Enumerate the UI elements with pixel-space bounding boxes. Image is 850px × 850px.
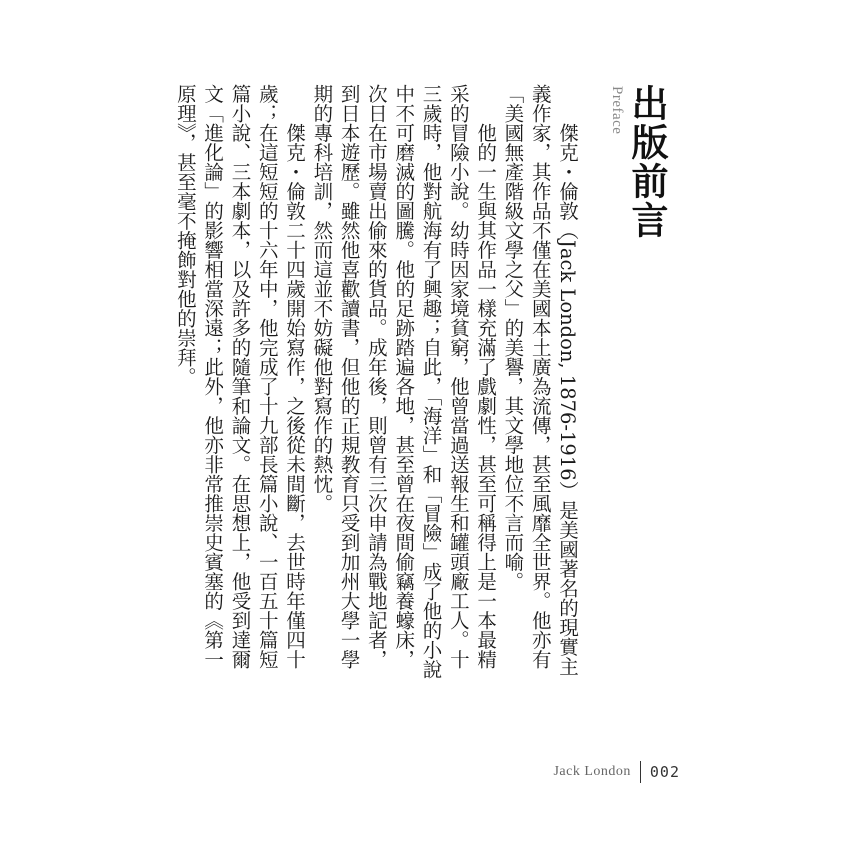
paragraph-2: 他的一生與其作品一樣充滿了戲劇性，甚至可稱得上是一本最精采的冒險小說。幼時因家境貧窮，他曾當過送報生和罐頭廠工人。十三歲時，他對航海有了興趣；自此，「海洋」和「冒險」成了他的小說中不可磨滅的圖騰。他的足跡踏遍各地，甚至曾在夜間偷竊養蠔床，次日在市場賣出偷來的貨品。成年後，則曾有三次申請為戰地記者，到日本遊歷。雖然他喜歡讀書，但他的正規教育只受到加州大學一學期的專科培訓，然而這並不妨礙他對寫作的熱忱。 — [310, 84, 498, 679]
chapter-subtitle: Preface — [609, 86, 625, 135]
footer-divider — [640, 761, 641, 783]
running-footer-title: Jack London — [553, 764, 631, 779]
paragraph-1: 傑克・倫敦（Jack London, 1876-1916）是美國著名的現實主義作家，其作品不僅在美國本土廣為流傳，甚至風靡全世界。他亦有「美國無產階級文學之父」的美譽，其文學地位不言而喻。 — [501, 84, 579, 676]
page-footer — [553, 760, 680, 784]
chapter-title: 出版前言 — [625, 84, 669, 240]
body-text — [144, 84, 581, 684]
chapter-heading — [608, 84, 668, 264]
paragraph-3: 傑克・倫敦二十四歲開始寫作，之後從未間斷，去世時年僅四十歲；在這短短的十六年中，他完成了十九部長篇小說、一百五十篇短篇小說、三本劇本，以及許多的隨筆和論文。在思想上，他受到達爾文「進化論」的影響相當深遠；此外，他亦非常推崇史賓塞的《第一原理》，甚至毫不掩飾對他的崇拜。 — [173, 84, 307, 669]
page-number: 002 — [649, 763, 680, 781]
